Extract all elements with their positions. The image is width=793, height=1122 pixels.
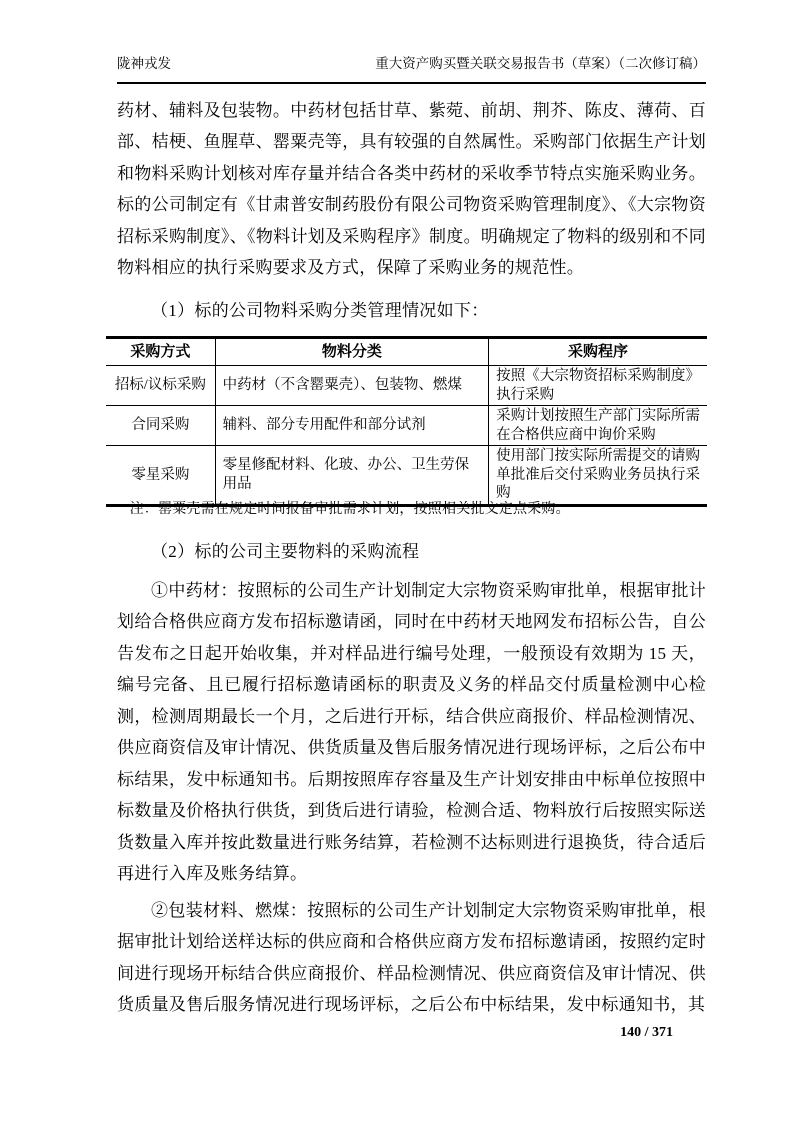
cell-method: 合同采购 [106, 406, 215, 446]
column-header-material-category: 物料分类 [215, 338, 488, 366]
column-header-procurement-method: 采购方式 [106, 338, 215, 366]
heading-procurement-process: （2）标的公司主要物料的采购流程 [151, 542, 420, 561]
cell-category: 辅料、部分专用配件和部分试剂 [215, 406, 488, 446]
table-row [106, 366, 707, 406]
page-number: 140 / 371 [620, 1025, 673, 1040]
cell-category: 中药材（不含罂粟壳）、包装物、燃煤 [215, 366, 488, 406]
paragraph-materials-intro: 药材、辅料及包装物。中药材包括甘草、紫菀、前胡、荆芥、陈皮、薄荷、百部、桔梗、鱼腥草、罂粟壳等，具有较强的自然属性。采购部门依据生产计划和物料采购计划核对库存量并结合各类中药材的采收季节特点实施采购业务。标的公司制定有《甘肃普安制药股份有限公司物资采购管理制度》、《大宗物资招标采购制度》、《物料计划及采购程序》制度。明确规定了物料的级别和不同物料相应的执行采购要求及方式，保障了采购业务的规范性。 [117, 101, 706, 278]
cell-procedure: 使用部门按实际所需提交的请购单批准后交付采购业务员执行采购 [489, 446, 707, 506]
header-report-title: 重大资产购买暨关联交易报告书（草案）（二次修订稿） [375, 56, 706, 71]
table-header-row [106, 338, 707, 366]
table-row [106, 446, 707, 506]
cell-category: 零星修配材料、化玻、办公、卫生劳保用品 [215, 446, 488, 506]
cell-procedure: 按照《大宗物资招标采购制度》执行采购 [489, 366, 707, 406]
header-company-name: 陇神戎发 [117, 56, 171, 71]
procurement-classification-table [106, 336, 707, 507]
cell-method: 招标/议标采购 [114, 377, 206, 394]
cell-procedure: 采购计划按照生产部门实际所需在合格供应商中询价采购 [489, 406, 707, 446]
column-header-procurement-procedure: 采购程序 [489, 338, 707, 366]
paragraph-herb-procurement: ①中药材：按照标的公司生产计划制定大宗物资采购审批单，根据审批计划给合格供应商方发布招标邀请函，同时在中药材天地网发布招标公告，自公告发布之日起开始收集，并对样品进行编号处理，一般预设有效期为 15 天，编号完备、且已履行招标邀请函标的职责及义务的样品交付质量检测中心检测，检测周期最长一个月，之后进行开标，结合供应商报价、样品检测情况、供应商资信及审计情况、供货质量及售后服务情况进行现场评标，之后公布中标结果，发中标通知书。后期按照库存容量及生产计划安排由中标单位按照中标数量及价格执行供货，到货后进行请验，检测合适、物料放行后按照实际送货数量入库并按此数量进行账务结算，若检测不达标则进行退换货，待合适后再进行入库及账务结算。 [117, 581, 706, 884]
page-header [117, 54, 706, 84]
heading-procurement-classification: （1）标的公司物料采购分类管理情况如下： [151, 301, 489, 320]
table-row [106, 406, 707, 446]
cell-method: 零星采购 [106, 446, 215, 506]
paragraph-packaging-fuel-procurement: ②包装材料、燃煤：按照标的公司生产计划制定大宗物资采购审批单，根据审批计划给送样达标的供应商和合格供应商方发布招标邀请函，按照约定时间进行现场开标结合供应商报价、样品检测情况、供应商资信及审计情况、供货质量及售后服务情况进行现场评标，之后公布中标结果，发中标通知书，其 [117, 901, 706, 1015]
table-footnote: 注：罂粟壳需在规定时间报备审批需求计划，按照相关批文定点采购。 [129, 502, 570, 517]
